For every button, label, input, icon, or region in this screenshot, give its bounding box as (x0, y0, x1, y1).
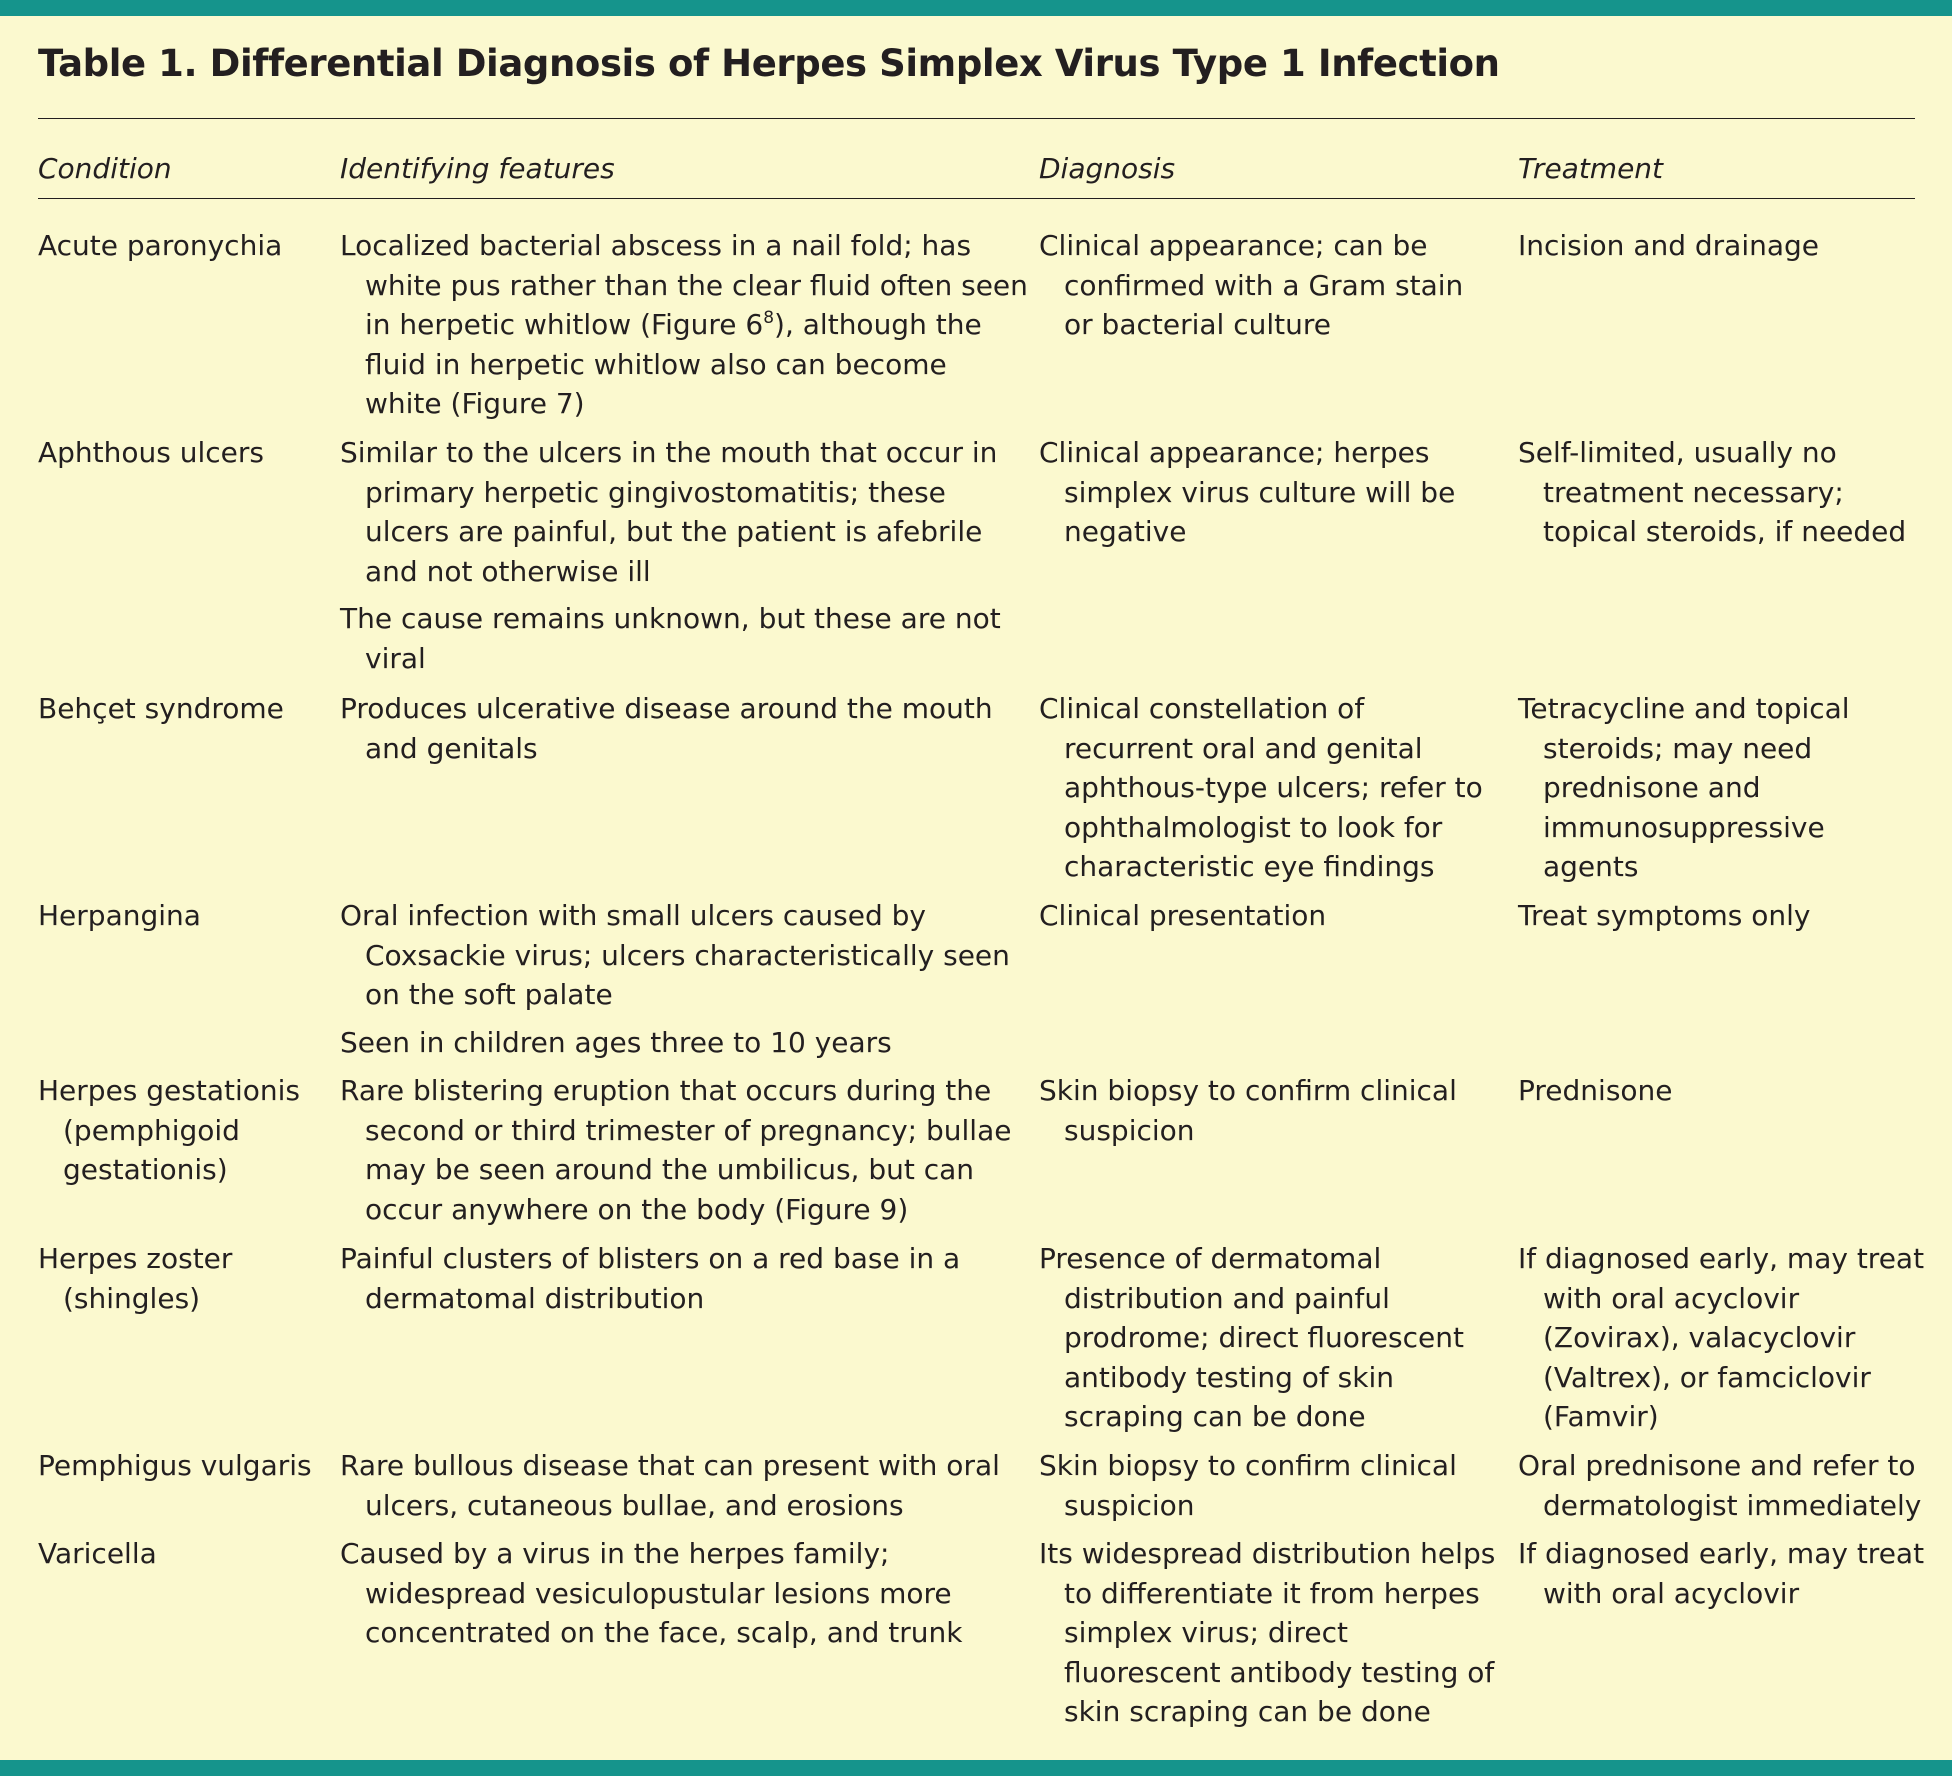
condition-cell: Herpes zoster (shingles) (38, 1242, 233, 1315)
diagnosis-cell: Skin biopsy to confirm clinical suspicion (1039, 1449, 1457, 1522)
diagnosis-cell: Clinical constellation of recurrent oral and genital aphthous-type ulcers; refer to ophthalmologist to look for characteristic eye findings (1039, 692, 1483, 883)
features-cell: Localized bacterial abscess in a nail fold; has white pus rather than the clear fluid often seen in herpetic whitlow (Figure $6^8$), although the fluid in herpetic whitlow also can become white (Figure 7) (340, 229, 1028, 420)
diagnosis-cell: Clinical appearance; can be confirmed with a Gram stain or bacterial culture (1039, 229, 1464, 341)
table-title: Table 1. Differential Diagnosis of Herpes Simplex Virus Type 1 Infection (38, 42, 1500, 85)
diagnosis-cell: Skin biopsy to confirm clinical suspicion (1039, 1074, 1457, 1147)
header-condition: Condition (38, 152, 172, 185)
diagnosis-cell: Its widespread distribution helps to differentiate it from herpes simplex virus; direct fluorescent antibody testing of skin scraping can be done (1039, 1537, 1496, 1728)
treatment-cell: Self-limited, usually no treatment necessary; topical steroids, if needed (1518, 436, 1907, 548)
condition-cell: Aphthous ulcers (38, 436, 265, 469)
diagnosis-cell: Clinical appearance; herpes simplex virus culture will be negative (1039, 436, 1456, 548)
top-band (0, 0, 1952, 16)
table-row (0, 1239, 1952, 1446)
diagnosis-cell: Clinical presentation (1039, 899, 1327, 932)
table-row (0, 896, 1952, 1071)
header-diagnosis: Diagnosis (1039, 152, 1176, 185)
header-treatment: Treatment (1518, 152, 1664, 185)
features-cell: Caused by a virus in the herpes family; widespread vesiculopustular lesions more concentrated on the face, scalp, and trunk (340, 1537, 963, 1649)
diagnosis-cell: Presence of dermatomal distribution and painful prodrome; direct fluorescent antibody testing of skin scraping can be done (1039, 1242, 1464, 1433)
condition-cell: Pemphigus vulgaris (38, 1449, 312, 1482)
condition-cell: Varicella (38, 1537, 157, 1570)
header-identifying-features: Identifying features (340, 152, 615, 185)
header-rule (38, 198, 1915, 199)
table-row (0, 1071, 1952, 1239)
table-row (0, 433, 1952, 689)
table-body (0, 226, 1952, 1734)
table-row (0, 226, 1952, 433)
treatment-cell: Oral prednisone and refer to dermatologist immediately (1518, 1449, 1922, 1522)
condition-cell: Behçet syndrome (38, 692, 284, 725)
features-cell: Oral infection with small ulcers caused by Coxsackie virus; ulcers characteristically seen on the soft palate Seen in children ages three to 10 years (340, 899, 1010, 1059)
title-rule (38, 118, 1915, 119)
treatment-cell: Treat symptoms only (1518, 899, 1811, 932)
condition-cell: Acute paronychia (38, 229, 283, 262)
treatment-cell: Tetracycline and topical steroids; may need prednisone and immunosuppressive agents (1518, 692, 1850, 883)
treatment-cell: Incision and drainage (1518, 229, 1820, 262)
table-row (0, 689, 1952, 896)
treatment-cell: If diagnosed early, may treat with oral acyclovir (1518, 1537, 1925, 1610)
reference-superscript: 8 (763, 308, 775, 328)
features-cell: Rare blistering eruption that occurs during the second or third trimester of pregnancy; bullae may be seen around the umbilicus, but can occur anywhere on the body (Figure 9) (340, 1074, 1012, 1226)
features-cell: Rare bullous disease that can present with oral ulcers, cutaneous bullae, and erosions (340, 1449, 1000, 1522)
treatment-cell: If diagnosed early, may treat with oral acyclovir (Zovirax), valacyclovir (Valtrex), or famciclovir (Famvir) (1518, 1242, 1925, 1433)
features-cell: Similar to the ulcers in the mouth that occur in primary herpetic gingivostomatitis; these ulcers are painful, but the patient is afebrile and not otherwise ill The cause remains unknown, but these are not viral (340, 436, 1001, 675)
condition-cell: Herpangina (38, 899, 201, 932)
bottom-band (0, 1760, 1952, 1776)
table-row (0, 1446, 1952, 1534)
condition-cell: Herpes gestationis (pemphigoid gestationis) (38, 1074, 301, 1186)
treatment-cell: Prednisone (1518, 1074, 1673, 1107)
features-cell: Produces ulcerative disease around the mouth and genitals (340, 692, 993, 765)
table-row (0, 1534, 1952, 1734)
features-cell: Painful clusters of blisters on a red base in a dermatomal distribution (340, 1242, 961, 1315)
